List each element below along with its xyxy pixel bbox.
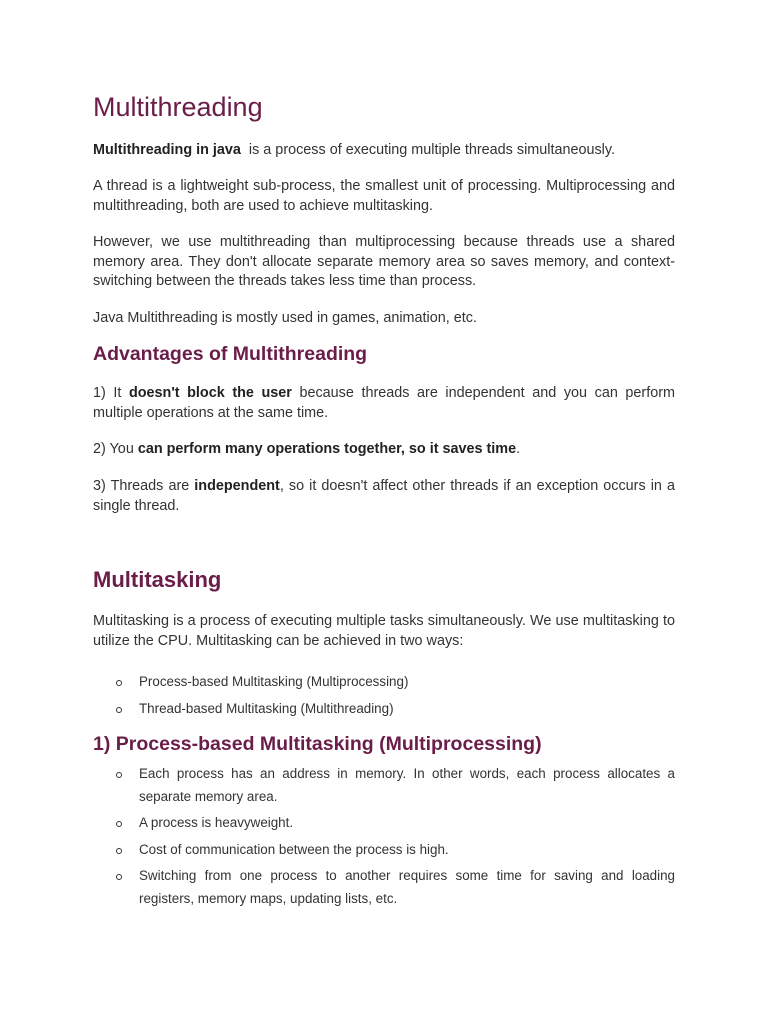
advantage-bold: can perform many operations together, so it saves time — [137, 441, 517, 457]
list-item — [93, 812, 675, 835]
list-item-text: Each process has an address in memory. In other words, each process allocates a separate memory area. — [139, 766, 675, 804]
list-item — [93, 698, 675, 721]
list-item-text: Cost of communication between the process is high. — [139, 841, 449, 857]
multitasking-heading: Multitasking — [93, 567, 222, 592]
page-title: Multithreading — [93, 92, 263, 122]
list-item — [93, 763, 675, 808]
java-usage-paragraph: Java Multithreading is mostly used in games, animation, etc. — [93, 310, 477, 326]
bullet-icon — [116, 680, 122, 686]
list-item-text: Thread-based Multitasking (Multithreading) — [139, 700, 394, 716]
intro-bold: Multithreading in java — [93, 142, 241, 158]
advantage-text: 1) It — [93, 385, 129, 401]
list-item-text: Switching from one process to another requires some time for saving and loading registers, memory maps, updating lists, etc. — [139, 868, 675, 906]
advantage-item — [93, 384, 675, 423]
advantage-item — [93, 477, 675, 516]
advantage-bold: doesn't block the user — [128, 385, 292, 401]
list-item — [93, 671, 675, 694]
intro-rest: is a process of executing multiple threads simultaneously. — [240, 142, 615, 158]
advantage-text: 3) Threads are — [93, 478, 195, 494]
bullet-icon — [116, 772, 122, 778]
list-item — [93, 865, 675, 910]
advantage-item — [93, 440, 675, 460]
list-item-text: Process-based Multitasking (Multiprocessing) — [139, 674, 409, 689]
thread-paragraph: A thread is a lightweight sub-process, the smallest unit of processing. Multiprocessing and multithreading, both are used to achieve multitasking. — [93, 178, 675, 214]
advantage-bold: independent — [194, 478, 280, 494]
multitasking-paragraph: Multitasking is a process of executing multiple tasks simultaneously. We use multitasking to utilize the CPU. Multitasking can be achieved in two ways: — [93, 613, 675, 649]
however-paragraph: However, we use multithreading than multiprocessing because threads use a shared memory area. They don't allocate separate memory area so saves memory, and context-switching between the threads takes less time than process. — [93, 234, 675, 290]
advantage-text: because threads are independent and you can perform multiple operations at the same time. — [93, 385, 675, 421]
bullet-icon — [116, 821, 122, 827]
intro-paragraph — [93, 141, 675, 161]
process-based-list — [93, 763, 675, 911]
advantage-text: 2) You — [93, 441, 138, 457]
bullet-icon — [116, 707, 122, 713]
multitasking-ways-list — [93, 671, 675, 720]
process-based-heading: 1) Process-based Multitasking (Multiprocessing) — [93, 733, 542, 755]
list-item — [93, 839, 675, 862]
list-item-text: A process is heavyweight. — [139, 815, 294, 831]
bullet-icon — [116, 874, 122, 880]
advantages-heading: Advantages of Multithreading — [93, 343, 368, 365]
advantage-text: , so it doesn't affect other threads if an exception occurs in a single thread. — [93, 478, 675, 514]
bullet-icon — [116, 848, 122, 854]
advantage-text: . — [516, 441, 521, 457]
